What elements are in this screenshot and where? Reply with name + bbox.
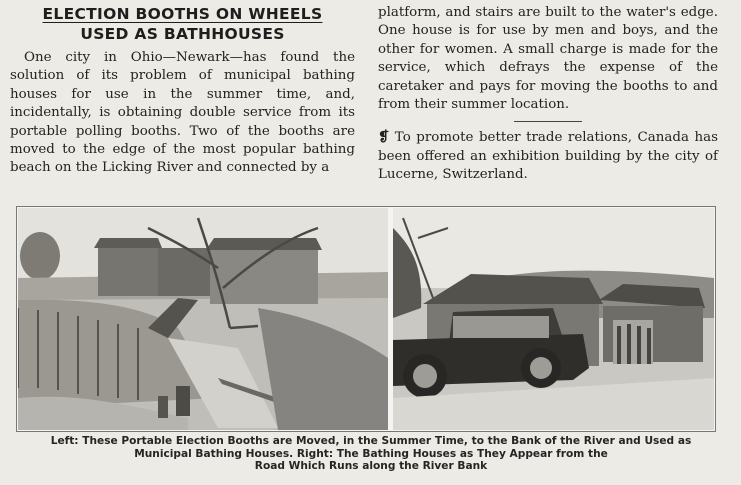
section-divider bbox=[514, 121, 582, 122]
photo-caption bbox=[16, 435, 726, 473]
trade-note-text: To promote better trade relations, Canada has been offered an exhibition building by the city of Lucerne, Switzerland. bbox=[378, 130, 718, 183]
left-column bbox=[10, 4, 355, 178]
trade-note bbox=[378, 128, 718, 184]
caption-line-3: Road Which Runs along the River Bank bbox=[254, 460, 488, 473]
photo-bathhouses-riverbank bbox=[18, 208, 388, 430]
caption-line-2: Municipal Bathing Houses. Right: The Bathing Houses as They Appear from the bbox=[134, 447, 608, 460]
headline-line-1: ELECTION BOOTHS ON WHEELS bbox=[42, 5, 323, 23]
headline-line-2: USED AS BATHHOUSES bbox=[80, 25, 285, 43]
paragraph-mark-icon: ❡ bbox=[378, 129, 390, 146]
article-headline bbox=[10, 4, 355, 44]
photo-bathhouses-from-road bbox=[393, 208, 714, 430]
photo-panel bbox=[16, 206, 716, 432]
article-body-left: One city in Ohio—Newark—has found the solution of its problem of municipal bathing houses for use in the summer time, and, incidentally, is obtaining double service from its portable polling booths. Two of the booths are moved to the edge of the most popular bathing beach on the Licking River and connected by a bbox=[10, 50, 355, 176]
article-body-right: platform, and stairs are built to the water's edge. One house is for use by men and boys, and the other for women. A small charge is made for the service, which defrays the expense of the caretaker and pays for moving the booths to and from their summer location. bbox=[378, 5, 718, 113]
right-column bbox=[378, 4, 718, 185]
caption-line-1: Left: These Portable Election Booths are Moved, in the Summer Time, to the Bank of the River and Used as bbox=[50, 435, 692, 447]
